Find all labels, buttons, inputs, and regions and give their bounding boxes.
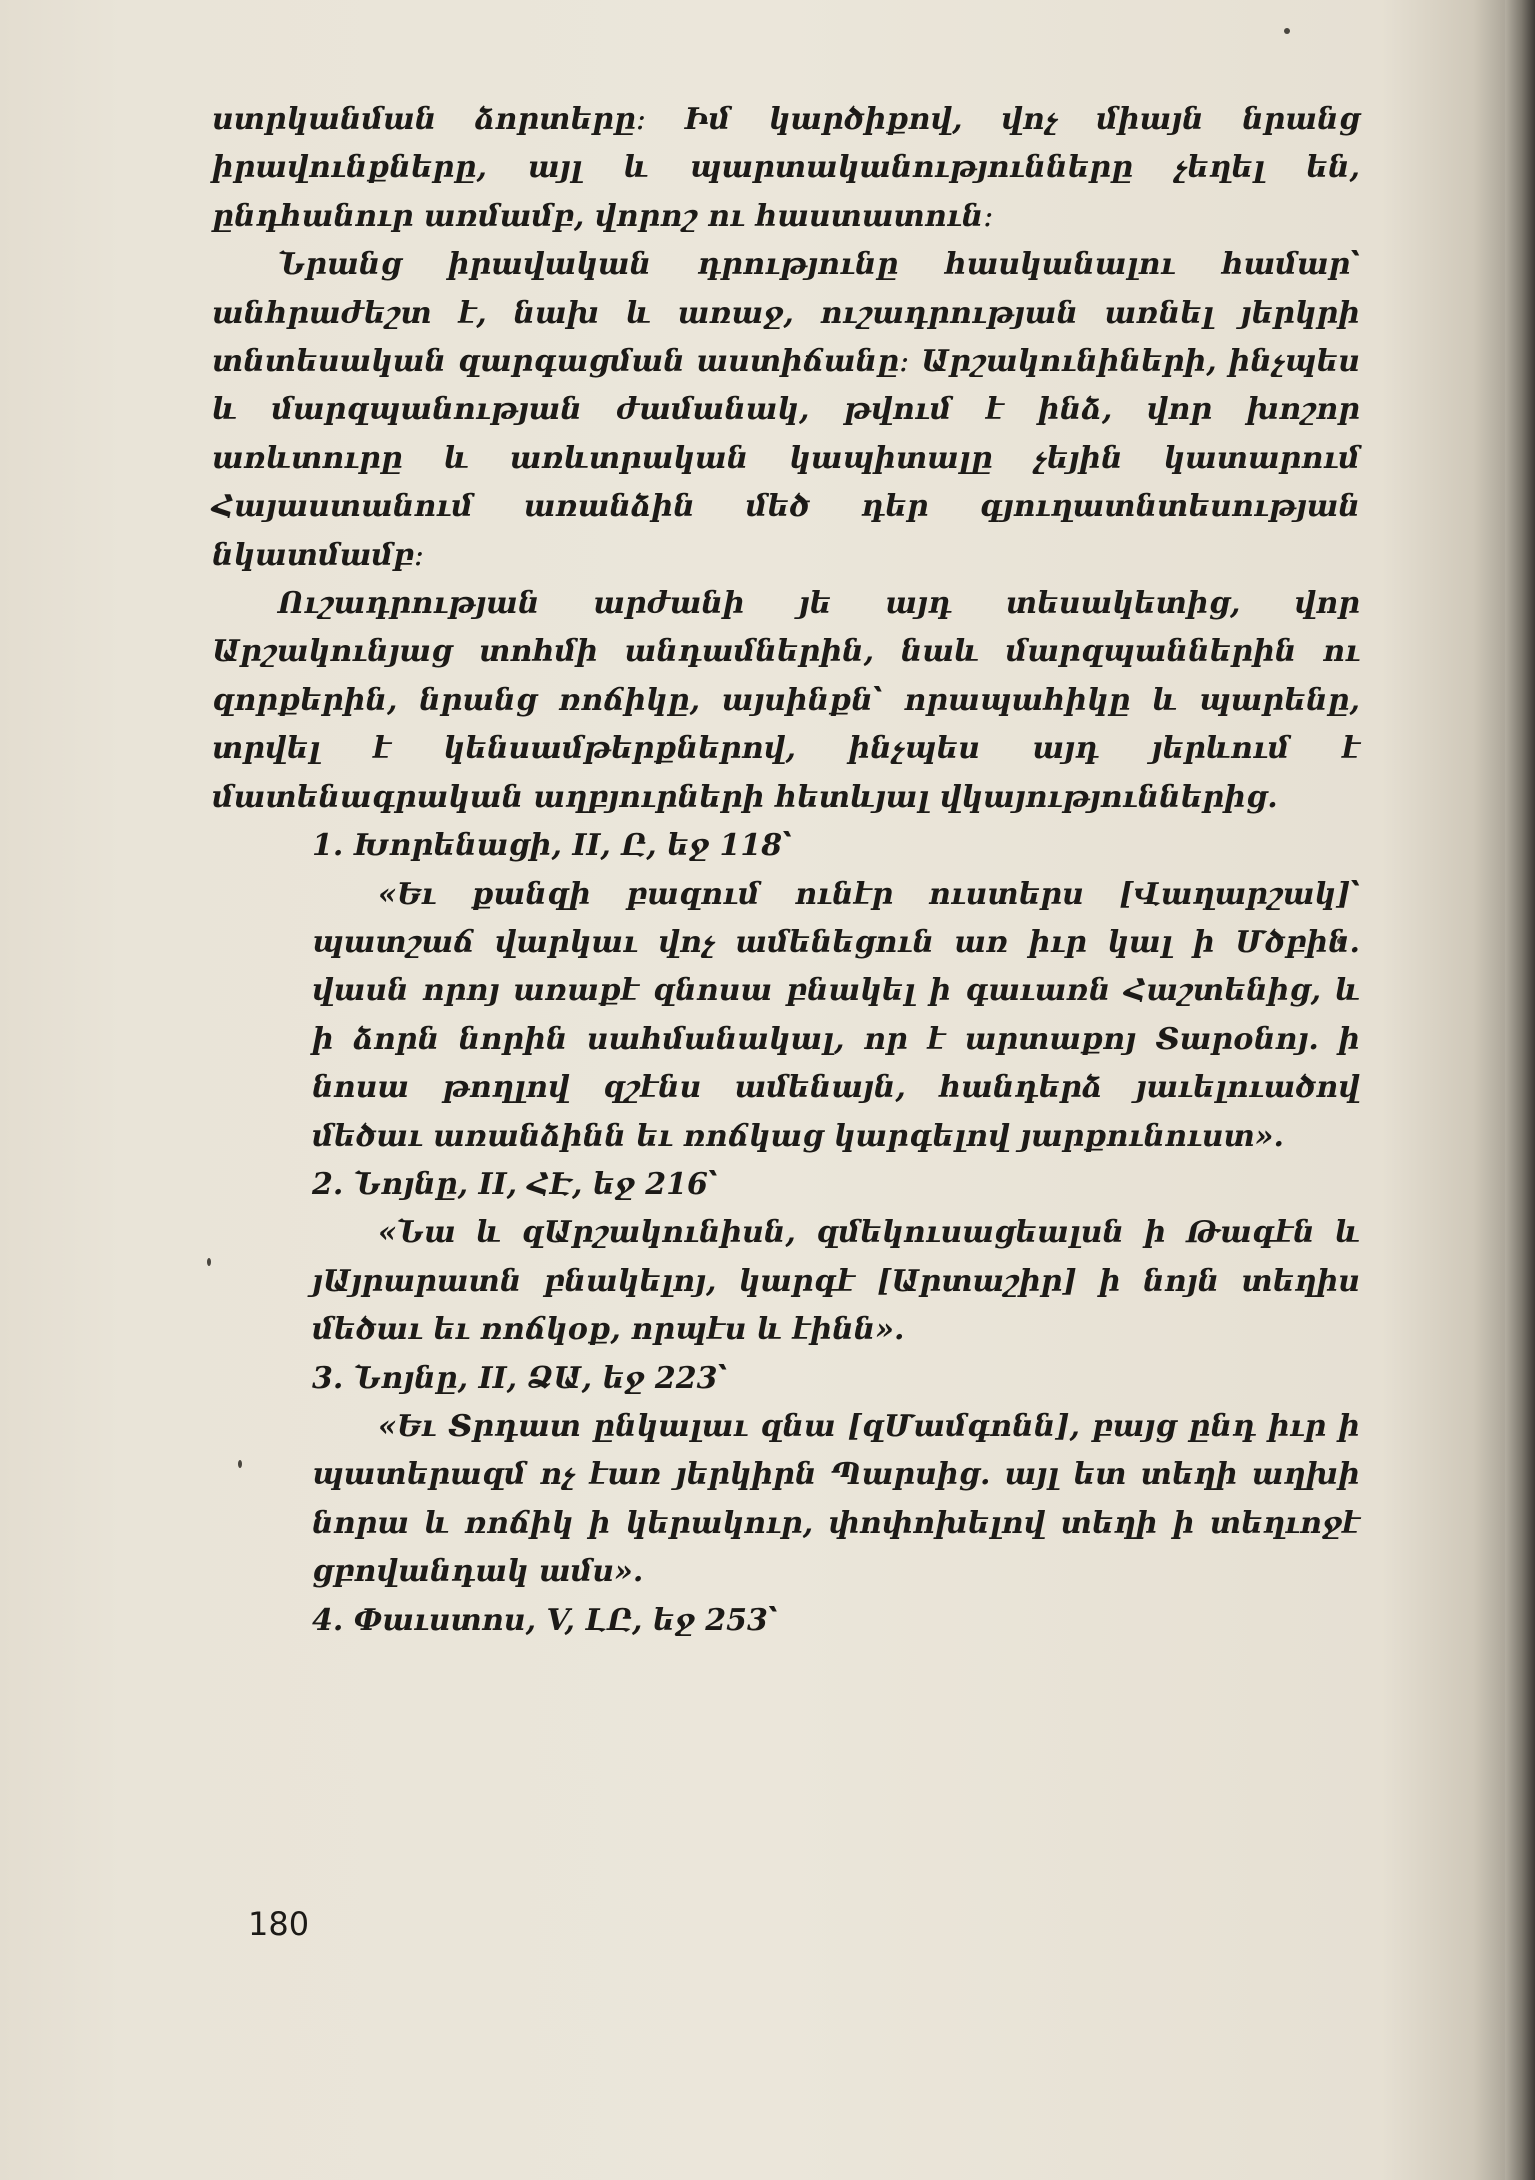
citation-quote: «Նա և զԱրշակունիսն, զմեկուսացեալսն ի Թագէն և յԱյրարատն բնակելոյ, կարգէ [Արտաշիր] ի նոյն տեղիս մեծաւ եւ ռոճկօք, որպէս և էինն». xyxy=(312,1215,1360,1348)
paragraph: Ուշադրության արժանի յե այդ տեսակետից, վոր Արշակունյաց տոհմի անդամներին, նաև մարզպաններին ու զորքերին, նրանց ռոճիկը, այսինքն՝ որապահիկը և պարենը, տրվել է կենսամթերքներով, ինչպես այդ յերևում է մատենագրական աղբյուրների հետևյալ վկայություններից. xyxy=(212,586,1360,815)
paragraph: Նրանց իրավական դրությունը հասկանալու համար՝ անհրաժեշտ է, նախ և առաջ, ուշադրության առնել յերկրի տնտեսական զարգացման աստիճանը։ Արշակունիների, ինչպես և մարզպանության ժամանակ, թվում է ինձ, վոր խոշոր առևտուրը և առևտրական կապիտալը չեյին կատարում Հայաստանում առանձին մեծ դեր գյուղատնտեսության նկատմամբ։ xyxy=(212,247,1360,573)
page-number: 180 xyxy=(248,1905,310,1943)
paragraph-continued: ստրկանման ձորտերը։ Իմ կարծիքով, վոչ միայն նրանց իրավունքները, այլ և պարտականությունները չեղել են, ընդհանուր առմամբ, վորոշ ու հաստատուն։ xyxy=(212,102,1360,234)
page-text xyxy=(212,96,1360,1645)
paper-speck xyxy=(1284,28,1290,34)
citation-reference: 2. Նոյնը, II, ՀԷ, եջ 216՝ xyxy=(312,1166,718,1202)
citation-quote: «Եւ Տրդատ ընկալաւ զնա [զՄամգոնն], բայց ընդ իւր ի պատերազմ ոչ էառ յերկիրն Պարսից. այլ ետ տեղի աղխի նորա և ռոճիկ ի կերակուր, փոփոխելով տեղի ի տեղւոջէ ցբովանդակ ամս». xyxy=(312,1408,1360,1590)
citation-reference: 3. Նոյնը, II, ՁԱ, եջ 223՝ xyxy=(312,1360,728,1396)
citation-reference: 4. Փաւստոս, V, ԼԸ, եջ 253՝ xyxy=(312,1602,778,1638)
book-spine-shadow xyxy=(1505,0,1535,2180)
citation-quote: «Եւ քանզի բազում ունէր ուստերս [Վաղարշակ]՝ պատշաճ վարկաւ վոչ ամենեցուն առ իւր կալ ի Մծբին. վասն որոյ առաքէ զնոսա բնակել ի գաւառն Հաշտենից, և ի ձորն նորին սահմանակալ, որ է արտաքոյ Տարօնոյ. ի նոսա թողլով զշէնս ամենայն, հանդերձ յաւելուածով մեծաւ առանձինն եւ ռոճկաց կարգելով յարքունուստ». xyxy=(312,876,1360,1154)
paper-speck xyxy=(207,1258,211,1266)
citation-reference: 1. Խորենացի, II, Ը, եջ 118՝ xyxy=(312,828,792,864)
